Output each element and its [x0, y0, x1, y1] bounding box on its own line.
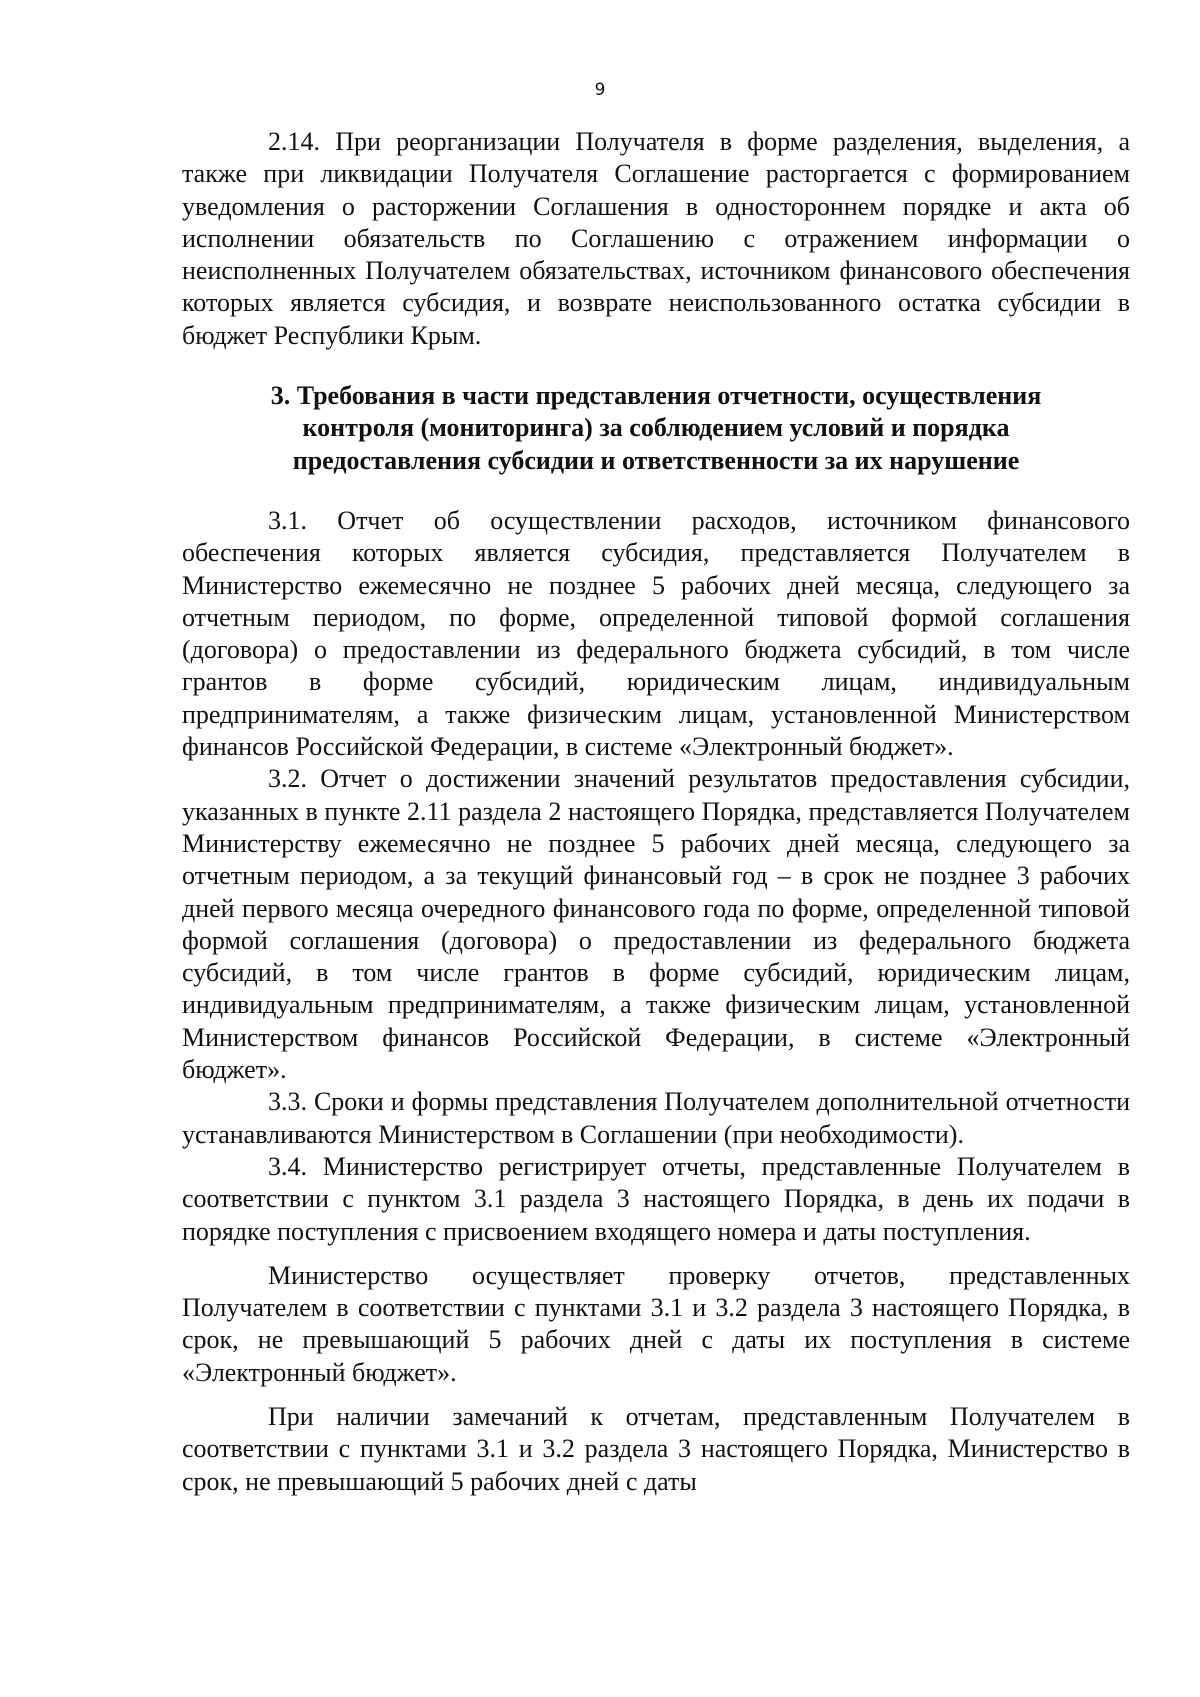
paragraph-gap — [182, 1389, 1130, 1401]
paragraph-2-14: 2.14. При реорганизации Получателя в форме разделения, выделения, а также при ликвидации Получателя Соглашение расторгается с формированием уведомления о расторжении Соглашения в одностороннем порядке и акта об исполнении обязательств по Соглашению с отражением информации о неисполненных Получателем обязательствах, источником финансового обеспечения которых является субсидия, и возврате неиспользованного остатка субсидии в бюджет Республики Крым. — [182, 127, 1130, 350]
paragraph-verification: Министерство осуществляет проверку отчетов, представленных Получателем в соответствии с пунктами 3.1 и 3.2 раздела 3 настоящего Порядка, в срок, не превышающий 5 рабочих дней с даты их поступления в системе «Электронный бюджет». — [182, 1260, 1130, 1387]
paragraph-3-4: 3.4. Министерство регистрирует отчеты, представленные Получателем в соответствии с пунктом 3.1 раздела 3 настоящего Порядка, в день их подачи в порядке поступления с присвоением входящего номера и даты поступления. — [182, 1151, 1130, 1246]
paragraph-3-2: 3.2. Отчет о достижении значений результатов предоставления субсидии, указанных в пункте 2.11 раздела 2 настоящего Порядка, представляется Получателем Министерству ежемесячно не позднее 5 рабочих дней месяца, следующего за отчетным периодом, а за текущий финансовый год – в срок не позднее 3 рабочих дней первого месяца очередного финансового года по форме, определенной типовой формой соглашения (договора) о предоставлении из федерального бюджета субсидий, в том числе грантов в форме субсидий, юридическим лицам, индивидуальным предпринимателям, а также физическим лицам, установленной Министерством финансов Российской Федерации, в системе «Электронный бюджет». — [182, 764, 1130, 1085]
paragraph-remarks: При наличии замечаний к отчетам, представленным Получателем в соответствии с пунктами 3.1 и 3.2 раздела 3 настоящего Порядка, Министерство в срок, не превышающий 5 рабочих дней с даты — [182, 1401, 1130, 1496]
section-3-heading: 3. Требования в части представления отчетности, осуществления контроля (мониторинга) за соблюдением условий и порядка предоставления субсидии и ответственности за их нарушение — [270, 381, 1042, 475]
page-number: 9 — [594, 80, 606, 100]
paragraph-3-3: 3.3. Сроки и формы представления Получателем дополнительной отчетности устанавливаются Министерством в Соглашении (при необходимости). — [182, 1087, 1130, 1149]
paragraph-3-1: 3.1. Отчет об осуществлении расходов, источником финансового обеспечения которых является субсидия, представляется Получателем в Министерство ежемесячно не позднее 5 рабочих дней месяца, следующего за отчетным периодом, по форме, определенной типовой формой соглашения (договора) о предоставлении из федерального бюджета субсидий, в том числе грантов в форме субсидий, юридическим лицам, индивидуальным предпринимателям, а также физическим лицам, установленной Министерством финансов Российской Федерации, в системе «Электронный бюджет». — [182, 505, 1130, 762]
document-body — [182, 126, 1130, 1498]
paragraph-gap — [182, 1248, 1130, 1260]
